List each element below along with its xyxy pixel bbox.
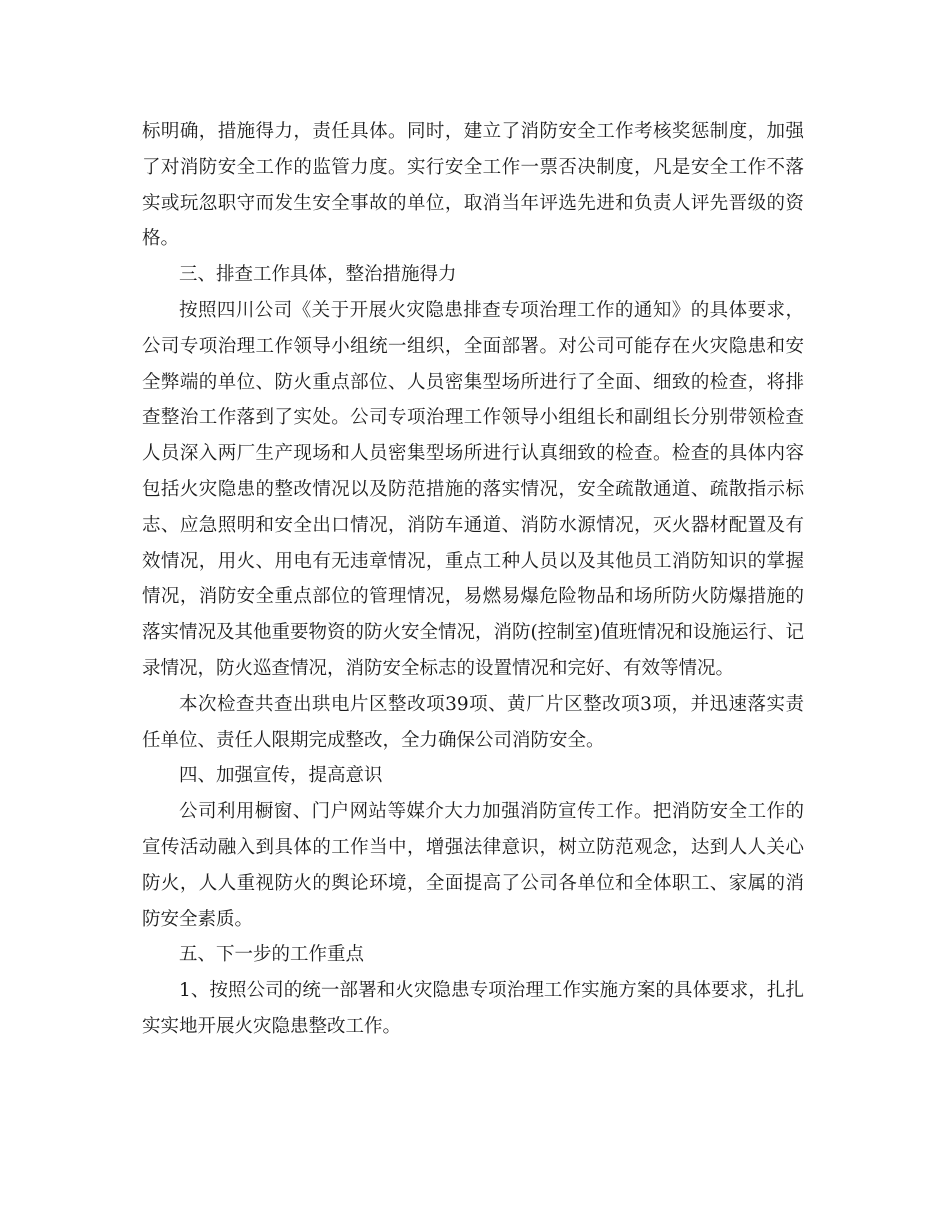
section-heading-4: 四、加强宣传，提高意识: [179, 765, 383, 787]
paragraph-inspection-results: 本次检查共查出珙电片区整改项39项、黄厂片区整改项3项，并迅速落实责任单位、责任人限期完成整改，全力确保公司消防安全。: [142, 693, 804, 751]
paragraph-next-step-1: 1、按照公司的统一部署和火灾隐患专项治理工作实施方案的具体要求，扎扎实实地开展火灾隐患整改工作。: [142, 980, 804, 1037]
paragraph-inspection-details: 按照四川公司《关于开展火灾隐患排查专项治理工作的通知》的具体要求，公司专项治理工作领导小组统一组织，全面部署。对公司可能存在火灾隐患和安全弊端的单位、防火重点部位、人员密集型场所进行了全面、细致的检查，将排查整治工作落到了实处。公司专项治理工作领导小组组长和副组长分别带领检查人员深入两厂生产现场和人员密集型场所进行认真细致的检查。检查的具体内容包括火灾隐患的整改情况以及防范措施的落实情况，安全疏散通道、疏散指示标志、应急照明和安全出口情况，消防车通道、消防水源情况，灭火器材配置及有效情况，用火、用电有无违章情况，重点工种人员以及其他员工消防知识的掌握情况，消防安全重点部位的管理情况，易燃易爆危险物品和场所防火防爆措施的落实情况及其他重要物资的防火安全情况，消防(控制室)值班情况和设施运行、记录情况，防火巡查情况，消防安全标志的设置情况和完好、有效等情况。: [142, 299, 804, 679]
paragraph-continuation: 标明确，措施得力，责任具体。同时，建立了消防安全工作考核奖惩制度，加强了对消防安全工作的监管力度。实行安全工作一票否决制度，凡是安全工作不落实或玩忽职守而发生安全事故的单位，取消当年评选先进和负责人评先晋级的资格。: [142, 121, 804, 250]
paragraph-publicity: 公司利用橱窗、门户网站等媒介大力加强消防宣传工作。把消防安全工作的宣传活动融入到具体的工作当中，增强法律意识，树立防范观念，达到人人关心防火，人人重视防火的舆论环境，全面提高了公司各单位和全体职工、家属的消防安全素质。: [142, 801, 804, 930]
section-heading-3: 三、排查工作具体，整治措施得力: [179, 264, 457, 286]
section-heading-5: 五、下一步的工作重点: [179, 944, 365, 966]
document-body: [142, 114, 804, 1045]
